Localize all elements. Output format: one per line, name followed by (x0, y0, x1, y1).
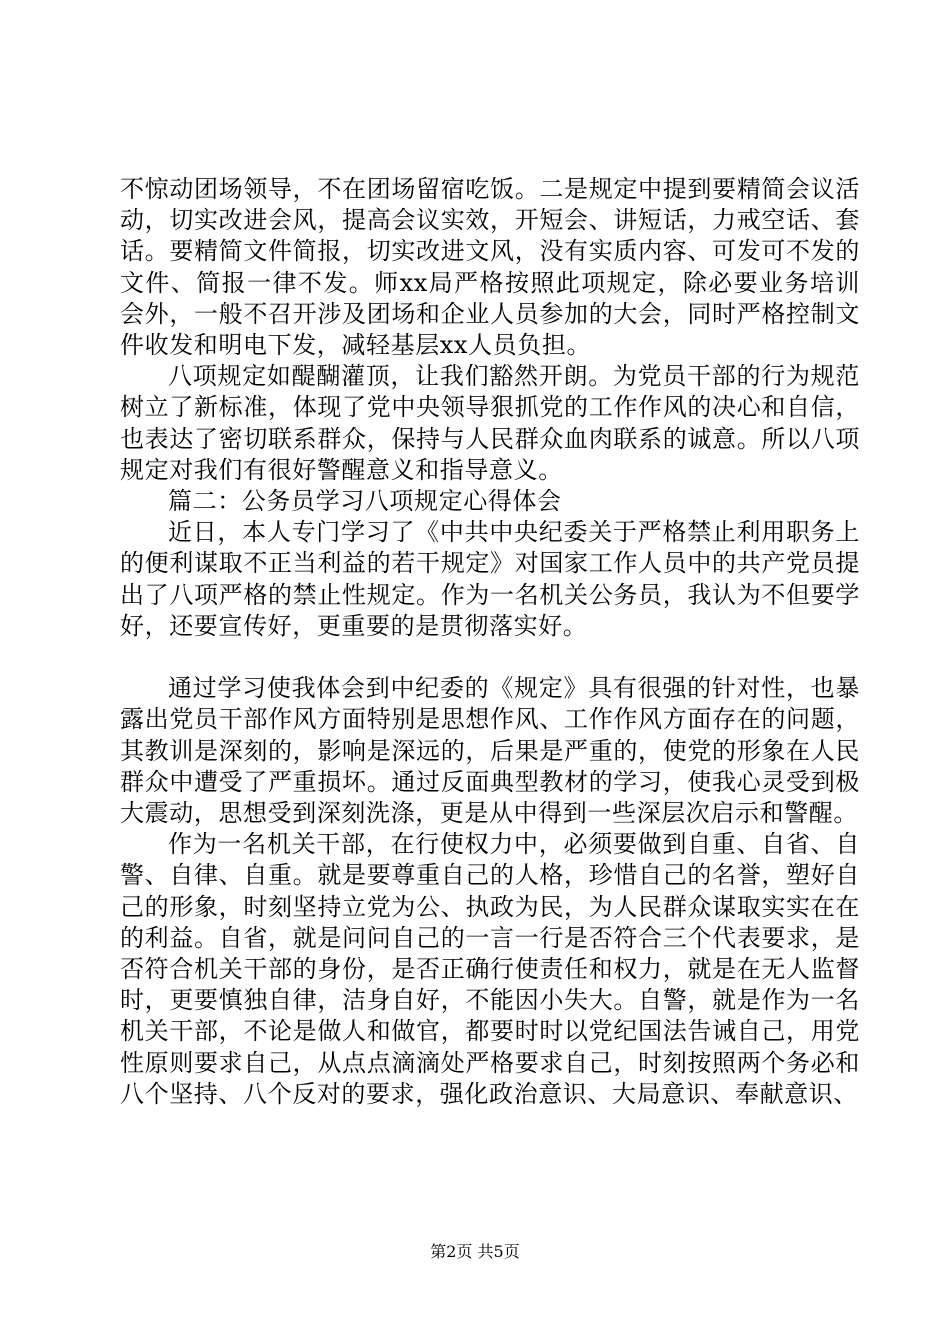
document-body (120, 174, 860, 1110)
paragraph-eight-rules: 八项规定如醍醐灌顶，让我们豁然开朗。为党员干部的行为规范树立了新标准，体现了党中央领导狠抓党的工作作风的决心和自信，也表达了密切联系群众，保持与人民群众血肉联系的诚意。所以八项规定对我们有很好警醒意义和指导意义。 (120, 362, 860, 484)
paragraph-cadre: 作为一名机关干部，在行使权力中，必须要做到自重、自省、自警、自律、自重。就是要尊重自己的人格，珍惜自己的名誉，塑好自己的形象，时刻坚持立党为公、执政为民，为人民群众谋取实实在在的利益。自省，就是问问自己的一言一行是否符合三个代表要求，是否符合机关干部的身份，是否正确行使责任和权力，就是在无人监督时，更要慎独自律，洁身自好，不能因小失大。自警，就是作为一名机关干部，不论是做人和做官，都要时时以党纪国法告诫自己，用党性原则要求自己，从点点滴滴处严格要求自己，时刻按照两个务必和八个坚持、八个反对的要求，强化政治意识、大局意识、奉献意识、 (120, 830, 860, 1108)
blank-line (120, 642, 860, 673)
page-footer: 第2页 共5页 (430, 1242, 520, 1261)
paragraph-study: 通过学习使我体会到中纪委的《规定》具有很强的针对性，也暴露出党员干部作风方面特别是思想作风、工作作风方面存在的问题，其教训是深刻的，影响是深远的，后果是严重的，使党的形象在人民群众中遭受了严重损坏。通过反面典型教材的学习，使我心灵受到极大震动，思想受到深刻洗涤，更是从中得到一些深层次启示和警醒。 (120, 674, 860, 828)
paragraph-intro: 近日，本人专门学习了《中共中央纪委关于严格禁止利用职务上的便利谋取不正当利益的若干规定》对国家工作人员中的共产党员提出了八项严格的禁止性规定。作为一名机关公务员，我认为不但要学好，还要宣传好，更重要的是贯彻落实好。 (120, 518, 860, 640)
section-heading: 篇二：公务员学习八项规定心得体会 (168, 487, 562, 516)
paragraph-continued: 不惊动团场领导，不在团场留宿吃饭。二是规定中提到要精简会议活动，切实改进会风，提高会议实效，开短会、讲短话，力戒空话、套话。要精简文件简报，切实改进文风，没有实质内容、可发可不发的文件、简报一律不发。师xx局严格按照此项规定，除必要业务培训会外，一般不召开涉及团场和企业人员参加的大会，同时严格控制文件收发和明电下发，减轻基层xx人员负担。 (120, 175, 860, 360)
